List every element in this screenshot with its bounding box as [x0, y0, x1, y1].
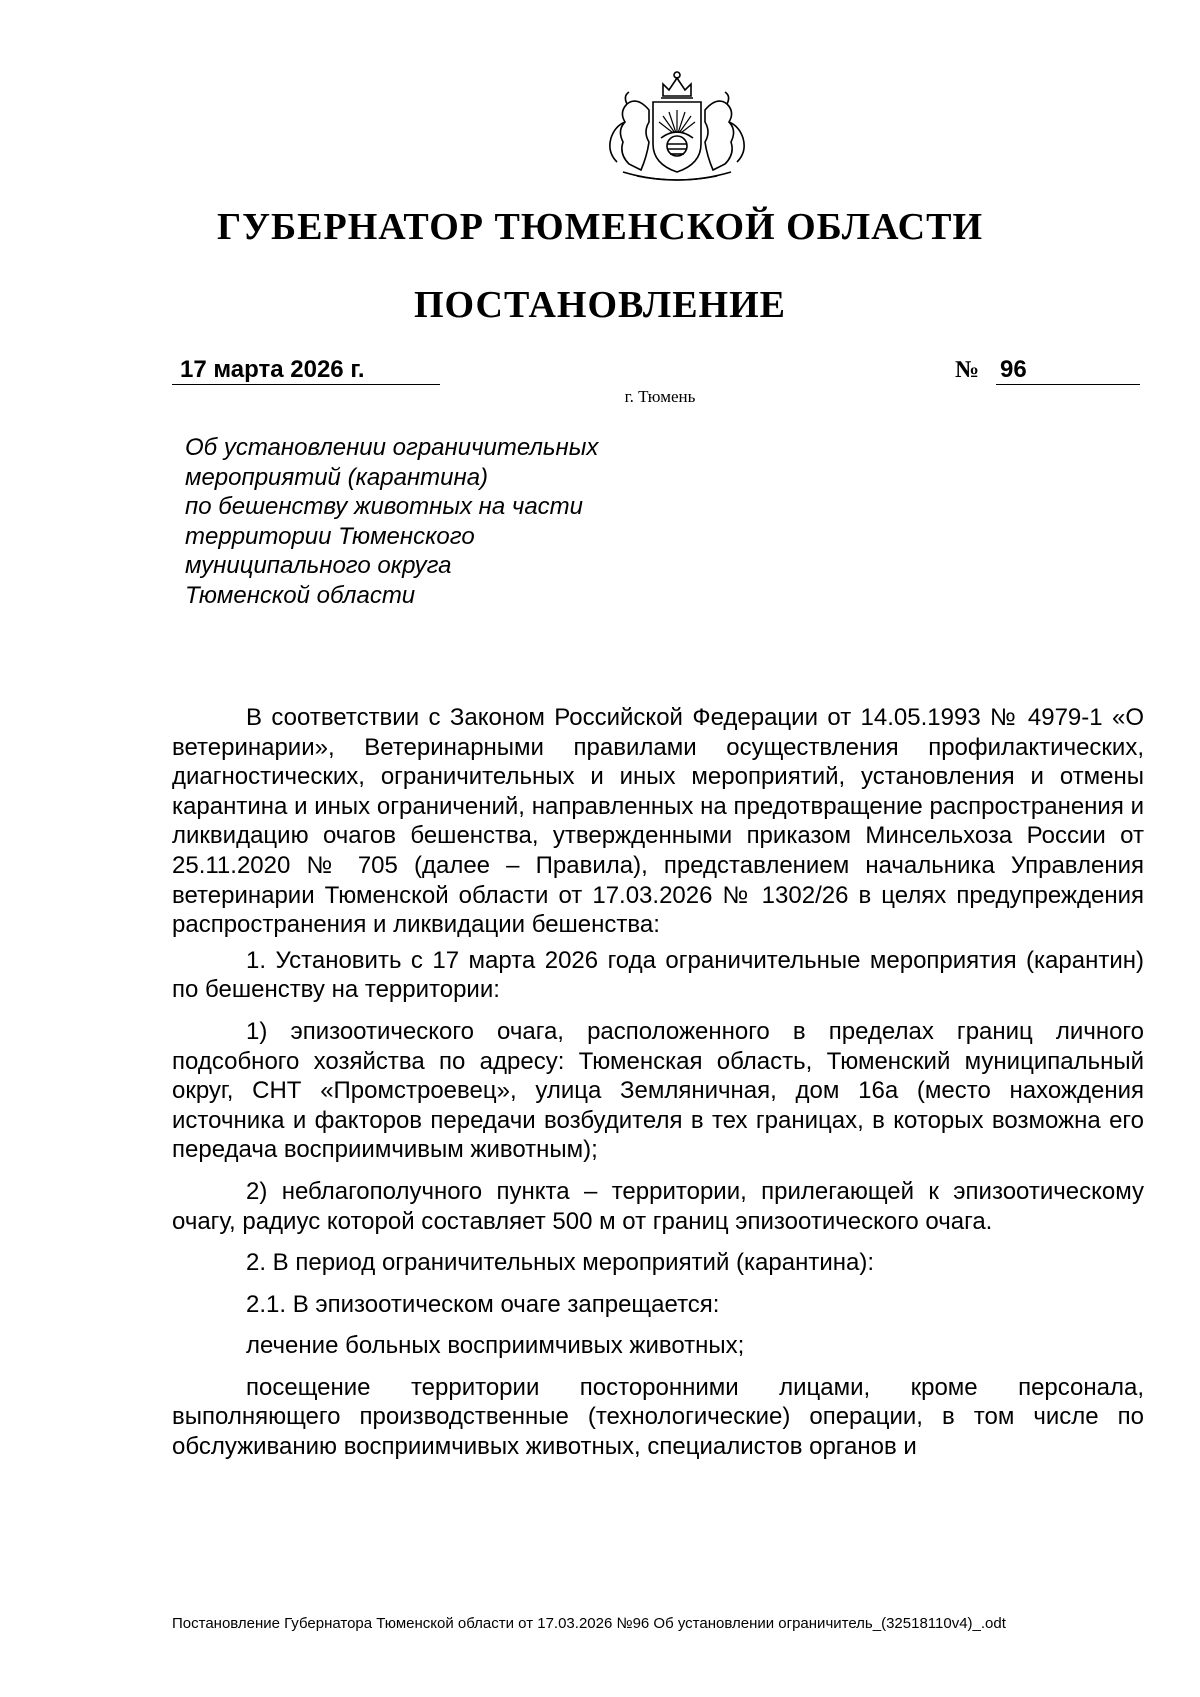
subject-line: Об установлении ограничительных [185, 434, 599, 461]
number-label: № [955, 357, 980, 383]
organization-title: ГУБЕРНАТОР ТЮМЕНСКОЙ ОБЛАСТИ [216, 206, 984, 248]
paragraph-item-2: 2. В период ограничительных мероприятий (карантина): [246, 1249, 875, 1277]
paragraph-subitem-1: 1) эпизоотического очага, расположенного в пределах границ личного подсобного хозяйства по адресу: Тюменская область, Тюменский муниципальный округ, СНТ «Промстроевец», улица Земляничная, дом 16а (место нахождения источника и факторов передачи возбудителя в тех границах, в которых возможна его передача восприимчивым животным); [172, 1017, 1144, 1164]
subject-line: по бешенству животных на части [185, 493, 584, 520]
footer-filename: Постановление Губернатора Тюменской области от 17.03.2026 №96 Об установлении ограничитель_(32518110v4)_.odt [172, 1615, 1006, 1632]
paragraph-item-1: 1. Установить с 17 марта 2026 года ограничительные мероприятия (карантин) по бешенству на территории: [172, 946, 1144, 1004]
paragraph-prohibition-1: лечение больных восприимчивых животных; [246, 1332, 745, 1360]
paragraph-preamble: В соответствии с Законом Российской Федерации от 14.05.1993 № 4979-1 «О ветеринарии», Ветеринарными правилами осуществления профилактических, диагностических, ограничительных и иных мероприятий, установления и отмены карантина и иных ограничений, направленных на предотвращение распространения и ликвидацию очагов бешенства, утвержденными приказом Минсельхоза России от 25.11.2020 № 705 (далее – Правила), представлением начальника Управления ветеринарии Тюменской области от 17.03.2026 № 1302/26 в целях предупреждения распространения и ликвидации бешенства: [172, 704, 1144, 939]
paragraph-item-2-1: 2.1. В эпизоотическом очаге запрещается: [246, 1290, 720, 1318]
paragraph-prohibition-2: посещение территории посторонними лицами, кроме персонала, выполняющего производственные (технологические) операции, в том числе по обслуживанию восприимчивых животных, специалистов органов и [172, 1373, 1144, 1461]
subject-line: мероприятий (карантина) [185, 463, 489, 491]
subject-line: муниципального округа [185, 552, 452, 579]
document-date: 17 марта 2026 г. [172, 356, 440, 385]
document-subject [185, 433, 705, 610]
document-body [172, 703, 1144, 1468]
paragraph-subitem-2: 2) неблагополучного пункта – территории, прилегающей к эпизоотическому очагу, радиус которой составляет 500 м от границ эпизоотического очага. [172, 1177, 1144, 1235]
document-type: ПОСТАНОВЛЕНИЕ [413, 284, 787, 326]
subject-line: территории Тюменского [185, 522, 475, 550]
city: г. Тюмень [624, 387, 696, 406]
coat-of-arms-icon [597, 66, 757, 186]
subject-line: Тюменской области [185, 581, 416, 609]
document-number: 96 [996, 356, 1140, 385]
